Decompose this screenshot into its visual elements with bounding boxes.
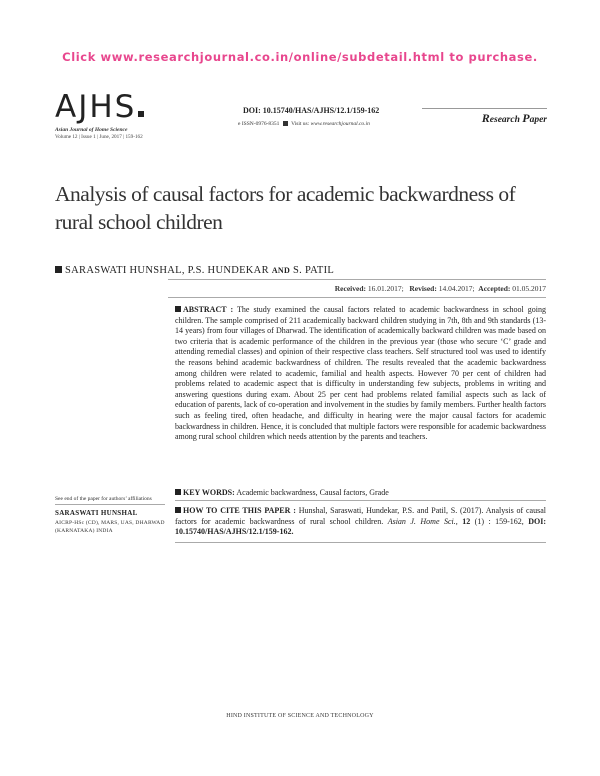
divider (55, 504, 165, 505)
citation-square-icon (175, 507, 181, 513)
paper-type: Research Paper (481, 111, 547, 125)
affiliation-note: See end of the paper for authors’ affiliations (55, 496, 152, 502)
abstract-square-icon (175, 306, 181, 312)
logo-square-icon (138, 111, 144, 117)
issn-line (238, 121, 370, 127)
paper-type-rule (422, 108, 547, 109)
issn-text: e ISSN-0976-8351 (238, 121, 280, 127)
paper-type-block (422, 108, 547, 126)
purchase-banner[interactable] (0, 50, 600, 64)
visit-url[interactable]: www.researchjournal.co.in (310, 121, 370, 127)
separator-square-icon (283, 121, 288, 126)
authors-last: S. PATIL (292, 265, 335, 276)
abstract-text: The study examined the causal factors related to academic backwardness in school going children. The sample comprised of 211 academically backward children studying in 7th, 8th and 9th standards (13-14 years) from four villages of Dharwad. The identification of academically backward children was made based on two criteria that is academic performance of the children in the previous year (those who secure ‘C’ grade and attending remedial classes) and opinion of their respective class teachers. Self structured tool was used to identify the reasons behind academic backwardness of children. The results revealed that the academic backwardness among children were related to academic, familial and health aspects. However 70 per cent of children had problems related to academic aspect that is difficulty in understanding few subjects, problems in writing and answering questions during exam. About 25 per cent had problems related familial aspects such as lack of education of parents, lack of co-operation and involvement in the studies by family members. Further health factors such as feeling tired, often headache, and difficulty in hearing were the major causal factors for academic backwardness in children. Hence, it is concluded that multiple factors were responsible for academic backwardness among rural school children which needs attention by the parents and teachers. (175, 305, 546, 442)
citation-issue-pages: (1) : 159-162, (474, 516, 524, 526)
journal-logo-text: AJHS (55, 89, 137, 125)
author-square-icon (55, 266, 62, 273)
abstract (175, 305, 546, 443)
journal-logo (55, 89, 144, 125)
authors-and: AND (271, 266, 291, 275)
purchase-link[interactable]: Click www.researchjournal.co.in/online/subdetail.html to purchase. (62, 50, 538, 64)
affiliation-address: AICRP-HSc (CD), MARS, UAS, DHARWAD (KARNATAKA) INDIA (55, 520, 165, 534)
divider (175, 542, 546, 543)
journal-full-name: Asian Journal of Home Science (55, 127, 128, 133)
citation (175, 506, 546, 538)
keywords-square-icon (175, 489, 181, 495)
abstract-label: ABSTRACT : (183, 305, 234, 314)
article-title: Analysis of causal factors for academic backwardness of rural school children (55, 182, 516, 234)
citation-doi[interactable]: DOI: 10.15740/HAS/AJHS/12.1/159-162. (175, 516, 547, 537)
citation-text: Hunshal, Saraswati, Hundekar, P.S. and Patil, S. (2017). Analysis of causal factors for academic backwardness of rural school children. (175, 506, 546, 526)
header-doi: DOI: 10.15740/HAS/AJHS/12.1/159-162 (243, 106, 380, 115)
visit-label: Visit us: (291, 121, 310, 127)
citation-label: HOW TO CITE THIS PAPER : (183, 506, 296, 515)
author-line (55, 265, 334, 276)
divider (168, 297, 546, 298)
keywords (175, 488, 546, 499)
publisher-footer: HIND INSTITUTE OF SCIENCE AND TECHNOLOGY (226, 713, 374, 719)
divider (168, 279, 546, 280)
keywords-label: KEY WORDS: (183, 488, 235, 497)
citation-volume: 12 (462, 516, 471, 526)
journal-volume-line: Volume 12 | Issue 1 | June, 2017 | 159-162 (55, 134, 143, 140)
authors-first: SARASWATI HUNSHAL, P.S. HUNDEKAR (65, 265, 269, 276)
divider (175, 500, 546, 501)
keywords-text: Academic backwardness, Causal factors, Grade (236, 488, 389, 497)
affiliation-name: SARASWATI HUNSHAL (55, 509, 138, 517)
citation-journal: Asian J. Home Sci., (387, 516, 458, 526)
article-dates: Received: 16.01.2017; Revised: 14.04.2017; Accepted: 01.05.2017 (334, 284, 546, 293)
